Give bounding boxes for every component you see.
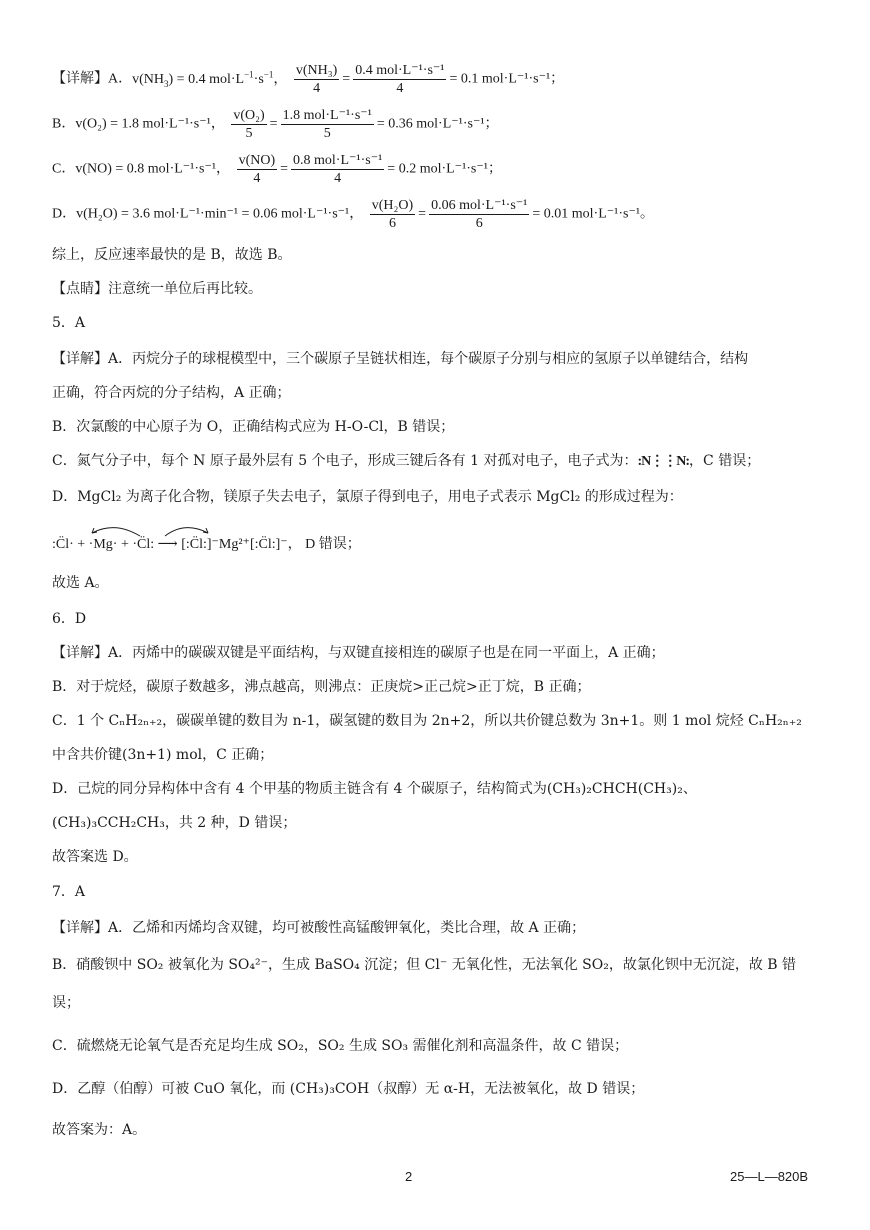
q4-option-c: C．v(NO) = 0.8 mol·L⁻¹·s⁻¹， $\frac{v(NO)}{4}$ = $\frac{\text{0.8 mol·L⁻¹·s⁻¹}}{4}$ = 0.2 mol·L⁻¹·s⁻¹； [52,153,502,186]
mgcl2-formation-formula: :C̈l· + ·Mg· + ·C̈l: ⟶ [:C̈l:]⁻Mg²⁺[:C̈l:]⁻， [52,537,302,552]
q5-line4: C．氮气分子中，每个 N 原子最外层有 5 个电子，形成三键后各有 1 对孤对电子，电子式为：:N⋮⋮N:，C 错误； [52,453,761,469]
q5-line5: D．MgCl₂ 为离子化合物，镁原子失去电子，氯原子得到电子，用电子式表示 MgCl₂ 的形成过程为： [52,489,683,505]
n2-electron-formula: :N⋮⋮N: [637,454,690,469]
q7-line1: 【详解】A．乙烯和丙烯均含双键，均可被酸性高锰酸钾氧化，类比合理，故 A 正确； [52,920,586,936]
q7-line5: D．乙醇（伯醇）可被 CuO 氧化，而 (CH₃)₃COH（叔醇）无 α-H，无法被氧化，故 D 错误； [52,1081,645,1097]
q4-a-fraction2: $\frac{\text{0.4 mol·L⁻¹·s⁻¹}}{4}$ [355,63,445,96]
q7-line4: C．硫燃烧无论氧气是否充足均生成 SO₂，SO₂ 生成 SO₃ 需催化剂和高温条件，故 C 错误； [52,1038,629,1054]
q7-line6: 故答案为：A。 [52,1122,147,1138]
q4-a-result: = 0.1 mol·L⁻¹·s⁻¹； [449,71,565,87]
q4-c-fraction2: $\frac{\text{0.8 mol·L⁻¹·s⁻¹}}{4}$ [293,153,383,186]
q5-line3: B．次氯酸的中心原子为 O，正确结构式应为 H-O-Cl，B 错误； [52,419,455,435]
q4-b-fraction1: $\frac{\text{v(O₂)}}{5}$ [233,108,265,141]
q6-line4: 中含共价键(3n+1) mol，C 正确； [52,747,274,763]
q6-line6: (CH₃)₃CCH₂CH₃，共 2 种，D 错误； [52,815,297,831]
q4-option-a: 【详解】A．$v(NH_3) = 0.4$ $mol\cdot L^{-1}\cdot s^{-1}$， $\frac{\text{v(NH₃)}}{4}$ = $\frac{\text{0.4 mol·L⁻¹·s⁻¹}}{4}$ = 0.1 mol·L⁻¹·s⁻¹； [52,63,565,96]
q6-line5: D．己烷的同分异构体中含有 4 个甲基的物质主链含有 4 个碳原子，结构简式为(CH₃)₂CHCH(CH₃)₂、 [52,781,697,797]
q5-line7: 故选 A。 [52,575,109,591]
electron-transfer-arrows [70,523,240,537]
q7-line2: B．硝酸钡中 SO₂ 被氧化为 SO₄²⁻，生成 BaSO₄ 沉淀；但 Cl⁻ 无氧化性，无法氧化 SO₂，故氯化钡中无沉淀，故 B 错 [52,957,797,973]
q4-c-fraction1: $\frac{v(NO)}{4}$ [238,153,276,186]
q5-mgcl2-formation: :C̈l· + ·Mg· + ·C̈l: ⟶ [:C̈l:]⁻Mg²⁺[:C̈l:]⁻， D 错误； [52,535,830,555]
q7-line3: 误； [52,995,80,1011]
q4-b-expr: v(O₂) = 1.8 mol·L⁻¹·s⁻¹， [75,116,225,132]
q4-a-prefix: 【详解】A． [52,71,133,87]
document-code: 25—L—820B [730,1169,809,1184]
q6-line2: B．对于烷烃，碳原子数越多，沸点越高，则沸点：正庚烷>正己烷>正丁烷，B 正确； [52,679,591,695]
q6-line3: C．1 个 CₙH₂ₙ₊₂，碳碳单键的数目为 n-1，碳氢键的数目为 2n+2，所以共价键总数为 3n+1。则 1 mol 烷烃 CₙH₂ₙ₊₂ [52,713,802,729]
q4-d-fraction2: $\frac{\text{0.06 mol·L⁻¹·s⁻¹}}{6}$ [431,198,528,231]
q4-d-fraction1: $\frac{\text{v(H₂O)}}{6}$ [371,198,414,231]
q4-option-b: B．v(O₂) = 1.8 mol·L⁻¹·s⁻¹， $\frac{\text{v(O₂)}}{5}$ = $\frac{\text{1.8 mol·L⁻¹·s⁻¹}}{5}$ = 0.36 mol·L⁻¹·s⁻¹； [52,108,499,141]
q4-c-expr: v(NO) = 0.8 mol·L⁻¹·s⁻¹， [75,161,231,177]
q4-a-fraction1: $\frac{\text{v(NH₃)}}{4}$ [295,63,338,96]
q4-summary: 综上，反应速率最快的是 B，故选 B。 [52,247,292,263]
q4-option-d: D．v(H₂O) = 3.6 mol·L⁻¹·min⁻¹ = 0.06 mol·L⁻¹·s⁻¹， $\frac{\text{v(H₂O)}}{6}$ = $\frac{\text{0.06 mol·L⁻¹·s⁻¹}}{6}$ = 0.01 mol·L⁻¹·s⁻¹。 [52,198,655,231]
page-number: 2 [405,1169,413,1184]
q6-line7: 故答案选 D。 [52,849,138,865]
q6-line1: 【详解】A．丙烯中的碳碳双键是平面结构，与双键直接相连的碳原子也是在同一平面上，A 正确； [52,645,665,661]
q5-line1: 【详解】A．丙烷分子的球棍模型中，三个碳原子呈链状相连，每个碳原子分别与相应的氢原子以单键结合，结构 [52,351,749,367]
q4-b-fraction2: $\frac{\text{1.8 mol·L⁻¹·s⁻¹}}{5}$ [282,108,372,141]
q6-header: 6．D [52,611,87,627]
q5-header: 5．A [52,315,86,331]
q4-a-expr: $v(NH_3) = 0.4$ $mol\cdot L^{-1}\cdot s^{-1}$， [132,69,288,89]
q5-line2: 正确，符合丙烷的分子结构，A 正确； [52,385,291,401]
q4-tip: 【点睛】注意统一单位后再比较。 [52,281,262,297]
q7-header: 7．A [52,884,86,900]
q4-d-expr: v(H₂O) = 3.6 mol·L⁻¹·min⁻¹ = 0.06 mol·L⁻¹·s⁻¹， [76,206,364,222]
